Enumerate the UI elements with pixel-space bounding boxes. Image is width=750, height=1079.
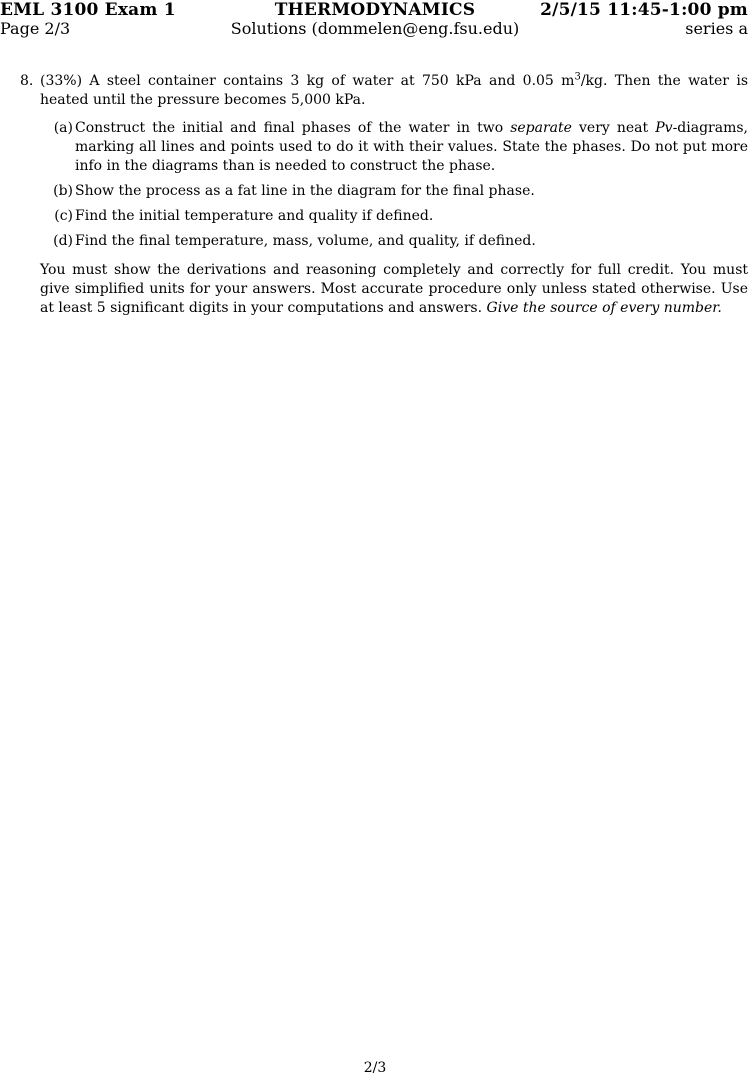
part-b-text: Show the process as a fat line in the diagram for the final phase.: [75, 183, 535, 199]
header-row-bottom: [0, 19, 750, 41]
problem-statement: [40, 72, 748, 110]
part-label: (a): [53, 120, 73, 136]
part-c-text: Find the initial temperature and quality if defined.: [75, 208, 434, 224]
page-number-footer: 2/3: [363, 1060, 387, 1076]
problem-intro-part2: /kg. Then the water is heated until the pressure becomes 5,000 kPa.: [40, 73, 749, 108]
part-label: (d): [53, 233, 73, 249]
problem-intro-superscript: 3: [574, 71, 581, 83]
problem-parts: [40, 119, 748, 251]
course-title: EML 3100 Exam 1: [0, 0, 176, 20]
part-c: [40, 207, 748, 226]
problem-8: [20, 72, 748, 318]
instructions-paragraph: [40, 261, 748, 318]
solutions-contact: Solutions (dommelen@eng.fsu.edu): [230, 19, 520, 38]
part-a-pv: Pv: [655, 120, 673, 136]
problem-number: 8.: [20, 73, 34, 89]
series-label: series a: [685, 19, 748, 38]
part-a-emphasis: separate: [510, 120, 572, 136]
instructions-emphasis: Give the source of every number.: [486, 300, 722, 316]
part-a-text-2: very neat: [571, 120, 656, 136]
page-label: Page 2/3: [0, 19, 71, 38]
problem-intro-part1: (33%) A steel container contains 3 kg of water at 750 kPa and 0.05 m: [40, 73, 575, 89]
part-b: [40, 182, 748, 201]
part-a-text-1: Construct the initial and final phases of the water in two: [75, 120, 511, 136]
part-label: (b): [53, 183, 73, 199]
part-d-text: Find the final temperature, mass, volume, and quality, if defined.: [75, 233, 536, 249]
subject-title: THERMODYNAMICS: [274, 0, 476, 20]
exam-datetime: 2/5/15 11:45-1:00 pm: [540, 0, 748, 20]
instructions-text: You must show the derivations and reasoning completely and correctly for full credit. You must give simplified units for your answers. Most accurate procedure only unless stated otherwise. Use at least 5 significant digits in your computations and answers.: [40, 262, 748, 316]
part-a: [40, 119, 748, 176]
part-a-text-3: -diagrams, marking all lines and points used to do it with their values. State the phases. Do not put more info in the diagrams than is needed to construct the phase.: [75, 120, 748, 174]
part-label: (c): [54, 208, 73, 224]
part-d: [40, 232, 748, 251]
